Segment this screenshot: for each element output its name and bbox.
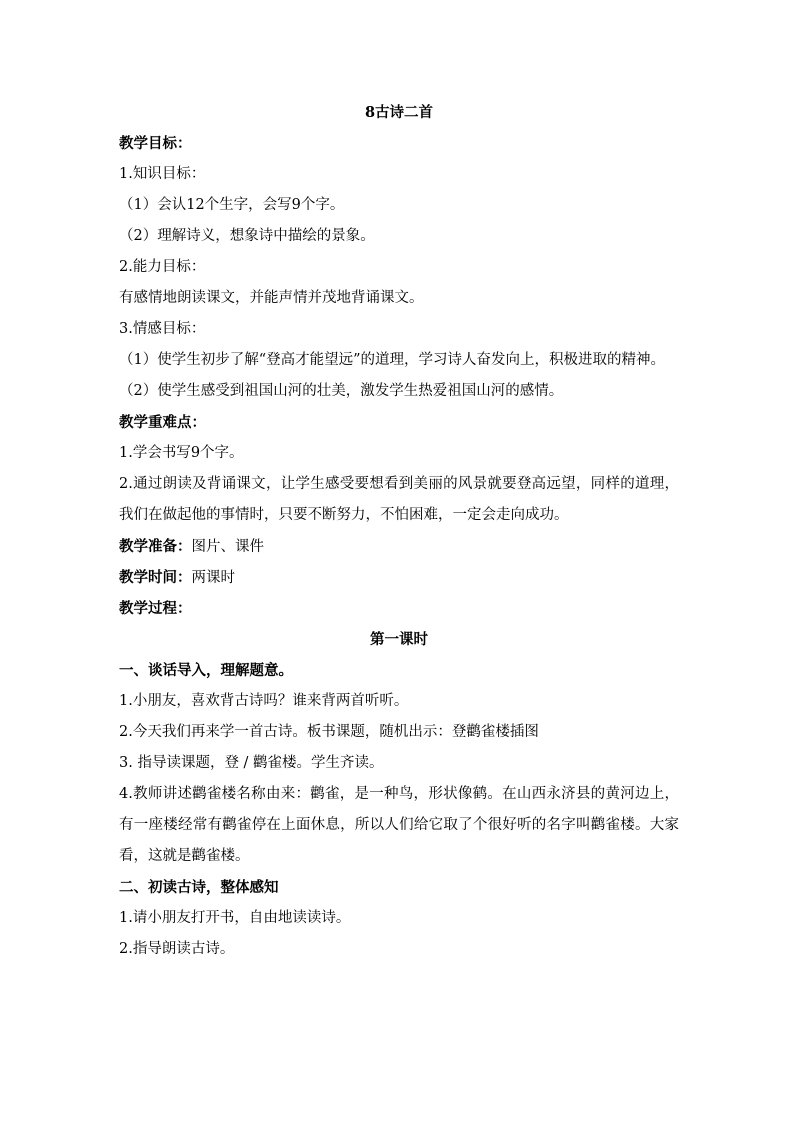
paragraph: 2.能力目标：: [119, 259, 206, 275]
heading-process: 教学过程：: [119, 600, 192, 617]
paragraph: （1）使学生初步了解“登高才能望远”的道理，学习诗人奋发向上，积极进取的精神。: [119, 352, 666, 368]
time-label: 教学时间：: [119, 569, 192, 586]
paragraph: 有感情地朗读课文，并能声情并茂地背诵课文。: [119, 290, 424, 306]
paragraph: 2.通过朗读及背诵课文，让学生感受要想看到美丽的风景就要登高远望，同样的道理，我们在做起他的事情时，只要不断努力，不怕困难，一定会走向成功。: [119, 476, 679, 523]
prep-label: 教学准备：: [119, 538, 192, 555]
list-item: 3. 指导读课题，登 / 鹳雀楼。学生齐读。: [119, 755, 384, 771]
lesson-heading: 第一课时: [370, 631, 428, 648]
prep-line: [119, 531, 679, 562]
document-title: 8古诗二首: [364, 104, 434, 121]
document-content: [119, 97, 679, 965]
paragraph: 1.知识目标：: [119, 166, 206, 182]
section2-heading: 二、初读古诗，整体感知: [119, 879, 279, 896]
time-line: [119, 562, 679, 593]
section1-heading: 一、谈话导入，理解题意。: [119, 662, 293, 679]
paragraph: 1.学会书写9个字。: [119, 445, 244, 461]
time-value: 两课时: [191, 570, 235, 586]
heading-teaching-goals: 教学目标：: [119, 135, 192, 152]
prep-value: 图片、课件: [191, 539, 264, 555]
list-item: 2.今天我们再来学一首古诗。板书课题，随机出示：登鹳雀楼插图: [119, 724, 539, 740]
paragraph: （1）会认12个生字，会写9个字。: [119, 197, 345, 213]
paragraph: （2）理解诗义，想象诗中描绘的景象。: [119, 228, 375, 244]
paragraph: （2）使学生感受到祖国山河的壮美，激发学生热爱祖国山河的感情。: [119, 383, 564, 399]
heading-key-points: 教学重难点：: [119, 414, 206, 431]
list-item: 2.指导朗读古诗。: [119, 941, 235, 957]
paragraph: 3.情感目标：: [119, 321, 206, 337]
list-item: 1.小朋友，喜欢背古诗吗？谁来背两首听听。: [119, 693, 409, 709]
list-item: 1.请小朋友打开书，自由地读读诗。: [119, 910, 351, 926]
list-item: 4.教师讲述鹳雀楼名称由来：鹳雀，是一种鸟，形状像鹤。在山西永济县的黄河边上，有一座楼经常有鹳雀停在上面休息，所以人们给它取了个很好听的名字叫鹳雀楼。大家看，这就是鹳雀楼。: [119, 786, 679, 864]
